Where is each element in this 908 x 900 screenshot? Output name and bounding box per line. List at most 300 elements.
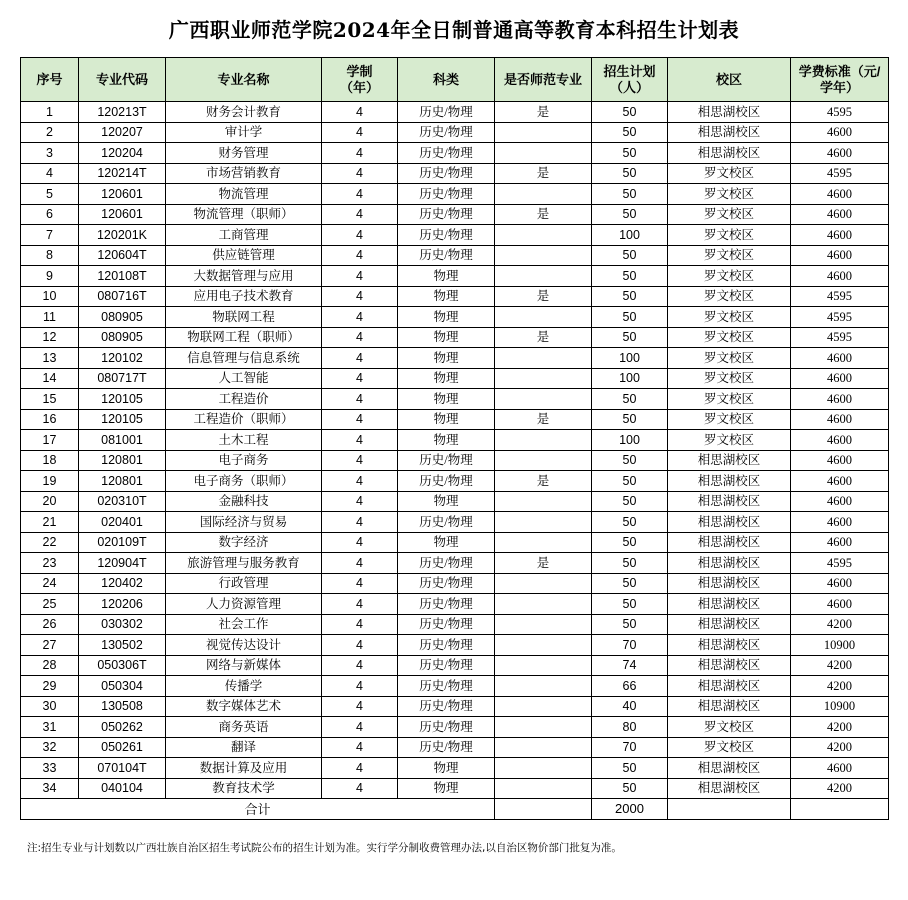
cell-name: 人工智能	[166, 368, 322, 389]
cell-seq: 20	[21, 491, 79, 512]
total-empty-fee	[791, 799, 889, 820]
cell-fee: 4600	[791, 245, 889, 266]
cell-fee: 4595	[791, 163, 889, 184]
cell-seq: 5	[21, 184, 79, 205]
cell-campus: 相思湖校区	[668, 635, 791, 656]
cell-name: 翻译	[166, 737, 322, 758]
cell-teacher: 是	[495, 327, 592, 348]
cell-code: 020109T	[79, 532, 166, 553]
cell-teacher	[495, 143, 592, 164]
cell-plan: 100	[592, 430, 668, 451]
cell-subject: 物理	[398, 327, 495, 348]
cell-code: 120801	[79, 471, 166, 492]
total-empty-campus	[668, 799, 791, 820]
cell-years: 4	[322, 163, 398, 184]
cell-name: 国际经济与贸易	[166, 512, 322, 533]
cell-name: 大数据管理与应用	[166, 266, 322, 287]
enrollment-plan-table	[20, 57, 889, 820]
cell-code: 120214T	[79, 163, 166, 184]
table-row	[21, 676, 889, 697]
cell-code: 050306T	[79, 655, 166, 676]
cell-fee: 4600	[791, 594, 889, 615]
cell-seq: 23	[21, 553, 79, 574]
cell-seq: 16	[21, 409, 79, 430]
cell-plan: 50	[592, 450, 668, 471]
cell-years: 4	[322, 430, 398, 451]
cell-fee: 4600	[791, 184, 889, 205]
cell-campus: 罗文校区	[668, 245, 791, 266]
table-row	[21, 327, 889, 348]
cell-plan: 50	[592, 614, 668, 635]
cell-campus: 罗文校区	[668, 348, 791, 369]
table-row	[21, 102, 889, 123]
cell-subject: 历史/物理	[398, 204, 495, 225]
cell-fee: 4600	[791, 430, 889, 451]
cell-campus: 罗文校区	[668, 409, 791, 430]
cell-years: 4	[322, 471, 398, 492]
cell-name: 视觉传达设计	[166, 635, 322, 656]
cell-teacher	[495, 368, 592, 389]
cell-fee: 4200	[791, 614, 889, 635]
table-row	[21, 184, 889, 205]
cell-seq: 17	[21, 430, 79, 451]
cell-seq: 7	[21, 225, 79, 246]
cell-code: 120206	[79, 594, 166, 615]
cell-plan: 50	[592, 184, 668, 205]
cell-subject: 历史/物理	[398, 184, 495, 205]
cell-teacher	[495, 430, 592, 451]
cell-name: 传播学	[166, 676, 322, 697]
cell-fee: 4595	[791, 307, 889, 328]
cell-subject: 历史/物理	[398, 676, 495, 697]
cell-code: 120213T	[79, 102, 166, 123]
cell-name: 网络与新媒体	[166, 655, 322, 676]
cell-subject: 历史/物理	[398, 737, 495, 758]
cell-subject: 历史/物理	[398, 655, 495, 676]
cell-seq: 2	[21, 122, 79, 143]
cell-code: 120601	[79, 184, 166, 205]
cell-teacher	[495, 307, 592, 328]
cell-name: 教育技术学	[166, 778, 322, 799]
cell-subject: 历史/物理	[398, 143, 495, 164]
cell-seq: 34	[21, 778, 79, 799]
cell-code: 120204	[79, 143, 166, 164]
table-row	[21, 143, 889, 164]
cell-seq: 1	[21, 102, 79, 123]
cell-teacher	[495, 225, 592, 246]
cell-plan: 50	[592, 532, 668, 553]
table-row	[21, 491, 889, 512]
cell-campus: 罗文校区	[668, 184, 791, 205]
table-row	[21, 245, 889, 266]
cell-name: 工程造价（职师）	[166, 409, 322, 430]
cell-teacher: 是	[495, 204, 592, 225]
cell-seq: 14	[21, 368, 79, 389]
cell-name: 电子商务（职师）	[166, 471, 322, 492]
table-row	[21, 409, 889, 430]
cell-teacher: 是	[495, 553, 592, 574]
cell-subject: 历史/物理	[398, 553, 495, 574]
cell-fee: 10900	[791, 635, 889, 656]
cell-fee: 4200	[791, 737, 889, 758]
cell-subject: 物理	[398, 348, 495, 369]
header-years: 学制 （年）	[322, 58, 398, 102]
cell-plan: 100	[592, 225, 668, 246]
cell-name: 数字媒体艺术	[166, 696, 322, 717]
table-row	[21, 512, 889, 533]
cell-years: 4	[322, 143, 398, 164]
cell-plan: 50	[592, 163, 668, 184]
cell-fee: 4600	[791, 573, 889, 594]
cell-years: 4	[322, 266, 398, 287]
cell-campus: 相思湖校区	[668, 491, 791, 512]
cell-teacher	[495, 389, 592, 410]
cell-plan: 50	[592, 307, 668, 328]
cell-seq: 9	[21, 266, 79, 287]
table-row	[21, 532, 889, 553]
cell-years: 4	[322, 737, 398, 758]
cell-years: 4	[322, 245, 398, 266]
cell-name: 供应链管理	[166, 245, 322, 266]
cell-fee: 4600	[791, 225, 889, 246]
table-row	[21, 348, 889, 369]
cell-campus: 相思湖校区	[668, 143, 791, 164]
cell-plan: 50	[592, 143, 668, 164]
cell-fee: 4600	[791, 409, 889, 430]
cell-teacher	[495, 122, 592, 143]
cell-code: 120601	[79, 204, 166, 225]
cell-years: 4	[322, 184, 398, 205]
footnote: 注:招生专业与计划数以广西壮族自治区招生考试院公布的招生计划为准。实行学分制收费管理办法,以自治区物价部门批复为准。	[27, 842, 622, 854]
cell-campus: 相思湖校区	[668, 532, 791, 553]
cell-plan: 50	[592, 491, 668, 512]
cell-subject: 物理	[398, 778, 495, 799]
cell-name: 人力资源管理	[166, 594, 322, 615]
table-row	[21, 471, 889, 492]
table-row	[21, 758, 889, 779]
cell-seq: 18	[21, 450, 79, 471]
cell-plan: 50	[592, 286, 668, 307]
cell-campus: 相思湖校区	[668, 676, 791, 697]
cell-code: 120102	[79, 348, 166, 369]
cell-fee: 4600	[791, 471, 889, 492]
cell-fee: 4600	[791, 348, 889, 369]
cell-campus: 罗文校区	[668, 204, 791, 225]
cell-subject: 物理	[398, 389, 495, 410]
cell-years: 4	[322, 594, 398, 615]
cell-seq: 11	[21, 307, 79, 328]
cell-code: 120402	[79, 573, 166, 594]
cell-name: 物联网工程（职师）	[166, 327, 322, 348]
cell-campus: 罗文校区	[668, 737, 791, 758]
cell-teacher: 是	[495, 409, 592, 430]
cell-campus: 相思湖校区	[668, 696, 791, 717]
table-row	[21, 573, 889, 594]
cell-campus: 罗文校区	[668, 327, 791, 348]
cell-years: 4	[322, 696, 398, 717]
cell-code: 120604T	[79, 245, 166, 266]
table-row	[21, 430, 889, 451]
cell-plan: 50	[592, 573, 668, 594]
cell-name: 财务会计教育	[166, 102, 322, 123]
table-row	[21, 225, 889, 246]
cell-seq: 21	[21, 512, 79, 533]
cell-campus: 罗文校区	[668, 225, 791, 246]
cell-subject: 物理	[398, 368, 495, 389]
cell-seq: 10	[21, 286, 79, 307]
cell-plan: 50	[592, 778, 668, 799]
cell-code: 080716T	[79, 286, 166, 307]
cell-subject: 物理	[398, 491, 495, 512]
header-seq: 序号	[21, 58, 79, 102]
cell-teacher	[495, 512, 592, 533]
table-row	[21, 594, 889, 615]
cell-plan: 50	[592, 122, 668, 143]
cell-teacher	[495, 696, 592, 717]
cell-campus: 相思湖校区	[668, 594, 791, 615]
cell-seq: 15	[21, 389, 79, 410]
cell-name: 市场营销教育	[166, 163, 322, 184]
cell-fee: 4600	[791, 389, 889, 410]
cell-fee: 4595	[791, 553, 889, 574]
cell-teacher	[495, 573, 592, 594]
cell-name: 物联网工程	[166, 307, 322, 328]
cell-fee: 4595	[791, 327, 889, 348]
cell-teacher	[495, 184, 592, 205]
table-row	[21, 778, 889, 799]
cell-code: 040104	[79, 778, 166, 799]
cell-teacher: 是	[495, 471, 592, 492]
cell-teacher	[495, 450, 592, 471]
cell-subject: 历史/物理	[398, 512, 495, 533]
table-row	[21, 266, 889, 287]
cell-plan: 100	[592, 368, 668, 389]
header-name: 专业名称	[166, 58, 322, 102]
cell-subject: 历史/物理	[398, 594, 495, 615]
table-row	[21, 655, 889, 676]
cell-plan: 66	[592, 676, 668, 697]
header-code: 专业代码	[79, 58, 166, 102]
page-title: 广西职业师范学院2024年全日制普通高等教育本科招生计划表	[168, 18, 740, 42]
cell-teacher	[495, 245, 592, 266]
cell-name: 土木工程	[166, 430, 322, 451]
cell-plan: 50	[592, 204, 668, 225]
table-row	[21, 696, 889, 717]
cell-subject: 历史/物理	[398, 163, 495, 184]
cell-subject: 历史/物理	[398, 450, 495, 471]
cell-teacher	[495, 635, 592, 656]
cell-subject: 历史/物理	[398, 696, 495, 717]
cell-plan: 50	[592, 327, 668, 348]
cell-seq: 6	[21, 204, 79, 225]
cell-subject: 历史/物理	[398, 614, 495, 635]
cell-campus: 相思湖校区	[668, 512, 791, 533]
cell-teacher	[495, 717, 592, 738]
table-body	[21, 102, 889, 799]
cell-years: 4	[322, 573, 398, 594]
cell-years: 4	[322, 778, 398, 799]
cell-subject: 物理	[398, 286, 495, 307]
cell-teacher	[495, 348, 592, 369]
total-label: 合计	[21, 799, 495, 820]
cell-code: 120201K	[79, 225, 166, 246]
table-row	[21, 368, 889, 389]
cell-teacher	[495, 737, 592, 758]
cell-years: 4	[322, 450, 398, 471]
cell-subject: 物理	[398, 266, 495, 287]
cell-fee: 4600	[791, 143, 889, 164]
cell-subject: 历史/物理	[398, 717, 495, 738]
cell-code: 130508	[79, 696, 166, 717]
cell-plan: 50	[592, 266, 668, 287]
cell-fee: 4600	[791, 266, 889, 287]
cell-campus: 罗文校区	[668, 266, 791, 287]
cell-teacher	[495, 778, 592, 799]
cell-teacher: 是	[495, 163, 592, 184]
cell-fee: 4200	[791, 717, 889, 738]
cell-campus: 罗文校区	[668, 430, 791, 451]
cell-teacher	[495, 532, 592, 553]
table-row	[21, 389, 889, 410]
cell-campus: 罗文校区	[668, 717, 791, 738]
cell-subject: 物理	[398, 409, 495, 430]
cell-seq: 19	[21, 471, 79, 492]
table-row	[21, 122, 889, 143]
cell-name: 电子商务	[166, 450, 322, 471]
cell-seq: 30	[21, 696, 79, 717]
cell-campus: 相思湖校区	[668, 573, 791, 594]
cell-plan: 50	[592, 409, 668, 430]
cell-seq: 24	[21, 573, 79, 594]
cell-code: 080905	[79, 307, 166, 328]
cell-name: 工商管理	[166, 225, 322, 246]
cell-fee: 4595	[791, 102, 889, 123]
cell-teacher	[495, 614, 592, 635]
total-empty	[495, 799, 592, 820]
cell-fee: 4200	[791, 778, 889, 799]
table-row	[21, 553, 889, 574]
cell-code: 080717T	[79, 368, 166, 389]
cell-fee: 4600	[791, 491, 889, 512]
cell-plan: 100	[592, 348, 668, 369]
header-fee: 学费标准（元/ 学年）	[791, 58, 889, 102]
cell-seq: 25	[21, 594, 79, 615]
cell-campus: 相思湖校区	[668, 122, 791, 143]
cell-seq: 29	[21, 676, 79, 697]
cell-years: 4	[322, 409, 398, 430]
cell-fee: 4600	[791, 450, 889, 471]
cell-years: 4	[322, 655, 398, 676]
cell-code: 050262	[79, 717, 166, 738]
cell-code: 050261	[79, 737, 166, 758]
cell-campus: 相思湖校区	[668, 778, 791, 799]
cell-code: 130502	[79, 635, 166, 656]
cell-name: 应用电子技术教育	[166, 286, 322, 307]
cell-name: 旅游管理与服务教育	[166, 553, 322, 574]
cell-teacher	[495, 758, 592, 779]
cell-plan: 50	[592, 389, 668, 410]
cell-name: 社会工作	[166, 614, 322, 635]
cell-subject: 历史/物理	[398, 245, 495, 266]
cell-years: 4	[322, 758, 398, 779]
cell-campus: 相思湖校区	[668, 614, 791, 635]
cell-plan: 40	[592, 696, 668, 717]
cell-subject: 历史/物理	[398, 635, 495, 656]
cell-seq: 8	[21, 245, 79, 266]
cell-campus: 相思湖校区	[668, 758, 791, 779]
total-row	[21, 799, 889, 820]
cell-code: 120904T	[79, 553, 166, 574]
header-campus: 校区	[668, 58, 791, 102]
cell-campus: 罗文校区	[668, 307, 791, 328]
cell-code: 030302	[79, 614, 166, 635]
table-row	[21, 450, 889, 471]
cell-code: 120108T	[79, 266, 166, 287]
cell-teacher	[495, 594, 592, 615]
cell-years: 4	[322, 553, 398, 574]
cell-code: 120105	[79, 409, 166, 430]
cell-campus: 相思湖校区	[668, 450, 791, 471]
cell-seq: 12	[21, 327, 79, 348]
cell-seq: 33	[21, 758, 79, 779]
cell-teacher	[495, 266, 592, 287]
cell-seq: 28	[21, 655, 79, 676]
cell-years: 4	[322, 532, 398, 553]
cell-seq: 27	[21, 635, 79, 656]
cell-code: 120207	[79, 122, 166, 143]
table-row	[21, 204, 889, 225]
cell-plan: 50	[592, 553, 668, 574]
cell-fee: 4595	[791, 286, 889, 307]
cell-years: 4	[322, 676, 398, 697]
cell-subject: 历史/物理	[398, 225, 495, 246]
cell-years: 4	[322, 717, 398, 738]
cell-plan: 50	[592, 245, 668, 266]
cell-name: 物流管理	[166, 184, 322, 205]
cell-name: 金融科技	[166, 491, 322, 512]
cell-seq: 13	[21, 348, 79, 369]
table-header-row	[21, 58, 889, 102]
cell-campus: 相思湖校区	[668, 553, 791, 574]
cell-years: 4	[322, 348, 398, 369]
cell-years: 4	[322, 368, 398, 389]
cell-plan: 50	[592, 471, 668, 492]
cell-seq: 22	[21, 532, 79, 553]
cell-years: 4	[322, 389, 398, 410]
cell-fee: 4600	[791, 758, 889, 779]
header-plan: 招生计划 （人）	[592, 58, 668, 102]
cell-seq: 32	[21, 737, 79, 758]
cell-plan: 50	[592, 102, 668, 123]
cell-fee: 4600	[791, 368, 889, 389]
cell-plan: 80	[592, 717, 668, 738]
cell-plan: 50	[592, 512, 668, 533]
table-row	[21, 307, 889, 328]
cell-code: 120105	[79, 389, 166, 410]
cell-campus: 相思湖校区	[668, 471, 791, 492]
cell-name: 数字经济	[166, 532, 322, 553]
cell-years: 4	[322, 635, 398, 656]
cell-code: 081001	[79, 430, 166, 451]
cell-name: 工程造价	[166, 389, 322, 410]
table-row	[21, 286, 889, 307]
cell-plan: 50	[592, 594, 668, 615]
cell-code: 020310T	[79, 491, 166, 512]
cell-years: 4	[322, 122, 398, 143]
cell-fee: 4600	[791, 532, 889, 553]
cell-code: 070104T	[79, 758, 166, 779]
cell-years: 4	[322, 204, 398, 225]
